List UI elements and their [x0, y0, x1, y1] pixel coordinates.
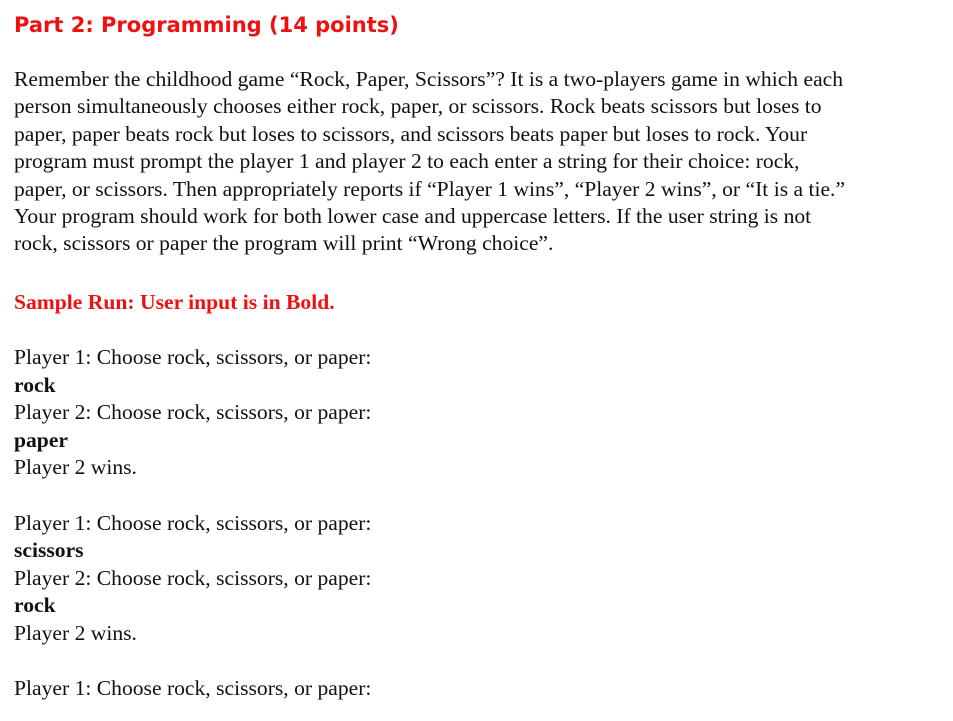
description-line: program must prompt the player 1 and player 2 to each enter a string for their choice: rock,: [14, 149, 800, 174]
player2-prompt: Player 2: Choose rock, scissors, or paper:: [14, 400, 372, 425]
blank-line: [14, 648, 371, 676]
sample-run: [14, 344, 371, 703]
sample-run-block: [14, 344, 371, 510]
description-line: paper, paper beats rock but loses to scissors, and scissors beats paper but loses to rock. Your: [14, 121, 808, 146]
description-line: paper, or scissors. Then appropriately reports if “Player 1 wins”, “Player 2 wins”, or “It is a tie.”: [14, 176, 846, 201]
player1-prompt: Player 1: Choose rock, scissors, or paper:: [14, 676, 372, 701]
sample-run-title: Sample Run: User input is in Bold.: [14, 290, 335, 314]
blank-line: [14, 482, 371, 510]
section-heading: Part 2: Programming (14 points): [14, 13, 399, 37]
result-line: Player 2 wins.: [14, 620, 137, 645]
description-line: Your program should work for both lower case and uppercase letters. If the user string is not: [14, 204, 812, 229]
sample-run-block: [14, 675, 371, 703]
player2-prompt: Player 2: Choose rock, scissors, or paper:: [14, 565, 372, 590]
description-line: rock, scissors or paper the program will print “Wrong choice”.: [14, 231, 554, 256]
player1-prompt: Player 1: Choose rock, scissors, or paper:: [14, 345, 372, 369]
player1-input: rock: [14, 372, 56, 397]
player1-input: scissors: [14, 538, 84, 563]
description-line: person simultaneously chooses either rock, paper, or scissors. Rock beats scissors but loses to: [14, 94, 822, 119]
result-line: Player 2 wins.: [14, 455, 137, 480]
player1-prompt: Player 1: Choose rock, scissors, or paper:: [14, 510, 372, 535]
description-line: Remember the childhood game “Rock, Paper, Scissors”? It is a two-players game in which each: [14, 67, 844, 91]
player2-input: paper: [14, 427, 68, 452]
problem-description: [14, 66, 944, 258]
sample-run-block: [14, 510, 371, 676]
player2-input: rock: [14, 593, 56, 618]
